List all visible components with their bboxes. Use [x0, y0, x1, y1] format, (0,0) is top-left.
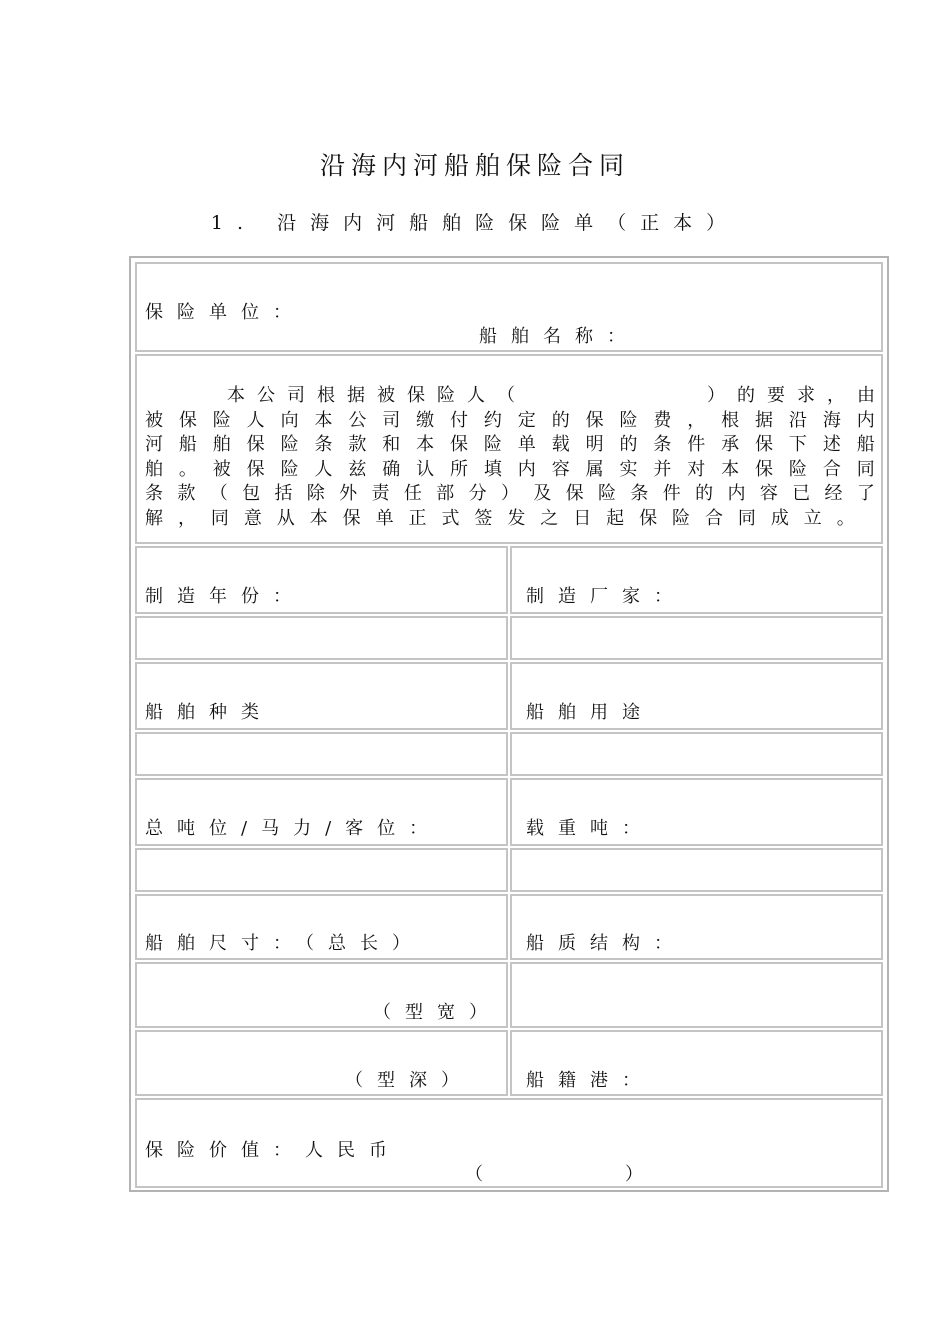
deadweight-cell — [510, 778, 883, 846]
port-label: 船籍港： — [526, 1070, 654, 1091]
beam-label: （型宽） — [373, 1002, 501, 1023]
statement-line-4: 舶 。 被 保 险 人 兹 确 认 所 填 内 容 属 实 并 对 本 保 险 合 同 — [145, 458, 875, 480]
statement-paragraph — [145, 384, 875, 532]
ship-use-value-cell[interactable] — [510, 732, 883, 776]
ship-name-label: 船舶名称： — [479, 326, 639, 347]
statement-line-1: 本 公 司 根 据 被 保 险 人 （ ） 的 要 求 ， 由 — [227, 385, 875, 406]
ship-use-label: 船舶用途 — [526, 702, 654, 723]
hull-material-label: 船质结构： — [526, 933, 686, 954]
insurance-form — [129, 256, 889, 1192]
tonnage-value-cell[interactable] — [135, 848, 508, 892]
insured-value-cell — [135, 1098, 883, 1188]
ship-type-cell — [135, 662, 508, 730]
statement-line-5: 条 款 （ 包 括 除 外 责 任 部 分 ） 及 保 险 条 件 的 内 容 已 经 了 — [145, 483, 875, 505]
ship-use-cell — [510, 662, 883, 730]
dimensions-label: 船舶尺寸：（总长） — [145, 933, 424, 954]
depth-label: （型深） — [345, 1070, 473, 1091]
document-subtitle: 1. 沿海内河船舶险保险单（正本） — [210, 212, 740, 234]
tonnage-cell — [135, 778, 508, 846]
hull-material-value-cell[interactable] — [510, 962, 883, 1028]
port-cell — [510, 1030, 883, 1096]
ship-type-value-cell[interactable] — [135, 732, 508, 776]
build-year-label: 制造年份： — [145, 586, 305, 607]
manufacturer-cell — [510, 546, 883, 614]
depth-cell — [135, 1030, 508, 1096]
dimensions-cell — [135, 894, 508, 960]
tonnage-label: 总吨位/马力/客位： — [145, 818, 442, 839]
deadweight-value-cell[interactable] — [510, 848, 883, 892]
build-year-cell — [135, 546, 508, 614]
insured-unit-cell — [135, 262, 883, 352]
build-year-value-cell[interactable] — [135, 616, 508, 660]
manufacturer-value-cell[interactable] — [510, 616, 883, 660]
statement-cell — [135, 354, 883, 544]
statement-line-6: 解 ， 同 意 从 本 保 单 正 式 签 发 之 日 起 保 险 合 同 成 立 。 — [145, 507, 855, 529]
insured-value-bracket: （ ） — [465, 1164, 645, 1185]
ship-type-label: 船舶种类 — [145, 702, 273, 723]
beam-cell — [135, 962, 508, 1028]
insured-unit-label: 保险单位： — [145, 302, 305, 323]
statement-line-3: 河 船 舶 保 险 条 款 和 本 保 险 单 载 明 的 条 件 承 保 下 述 船 — [145, 434, 875, 456]
insured-value-label: 保险价值：人民币 — [145, 1140, 401, 1161]
statement-line-2: 被 保 险 人 向 本 公 司 缴 付 约 定 的 保 险 费 ， 根 据 沿 海 内 — [145, 409, 875, 431]
document-title: 沿海内河船舶保险合同 — [319, 151, 630, 180]
hull-material-cell — [510, 894, 883, 960]
deadweight-label: 载重吨： — [526, 818, 654, 839]
manufacturer-label: 制造厂家： — [526, 586, 686, 607]
